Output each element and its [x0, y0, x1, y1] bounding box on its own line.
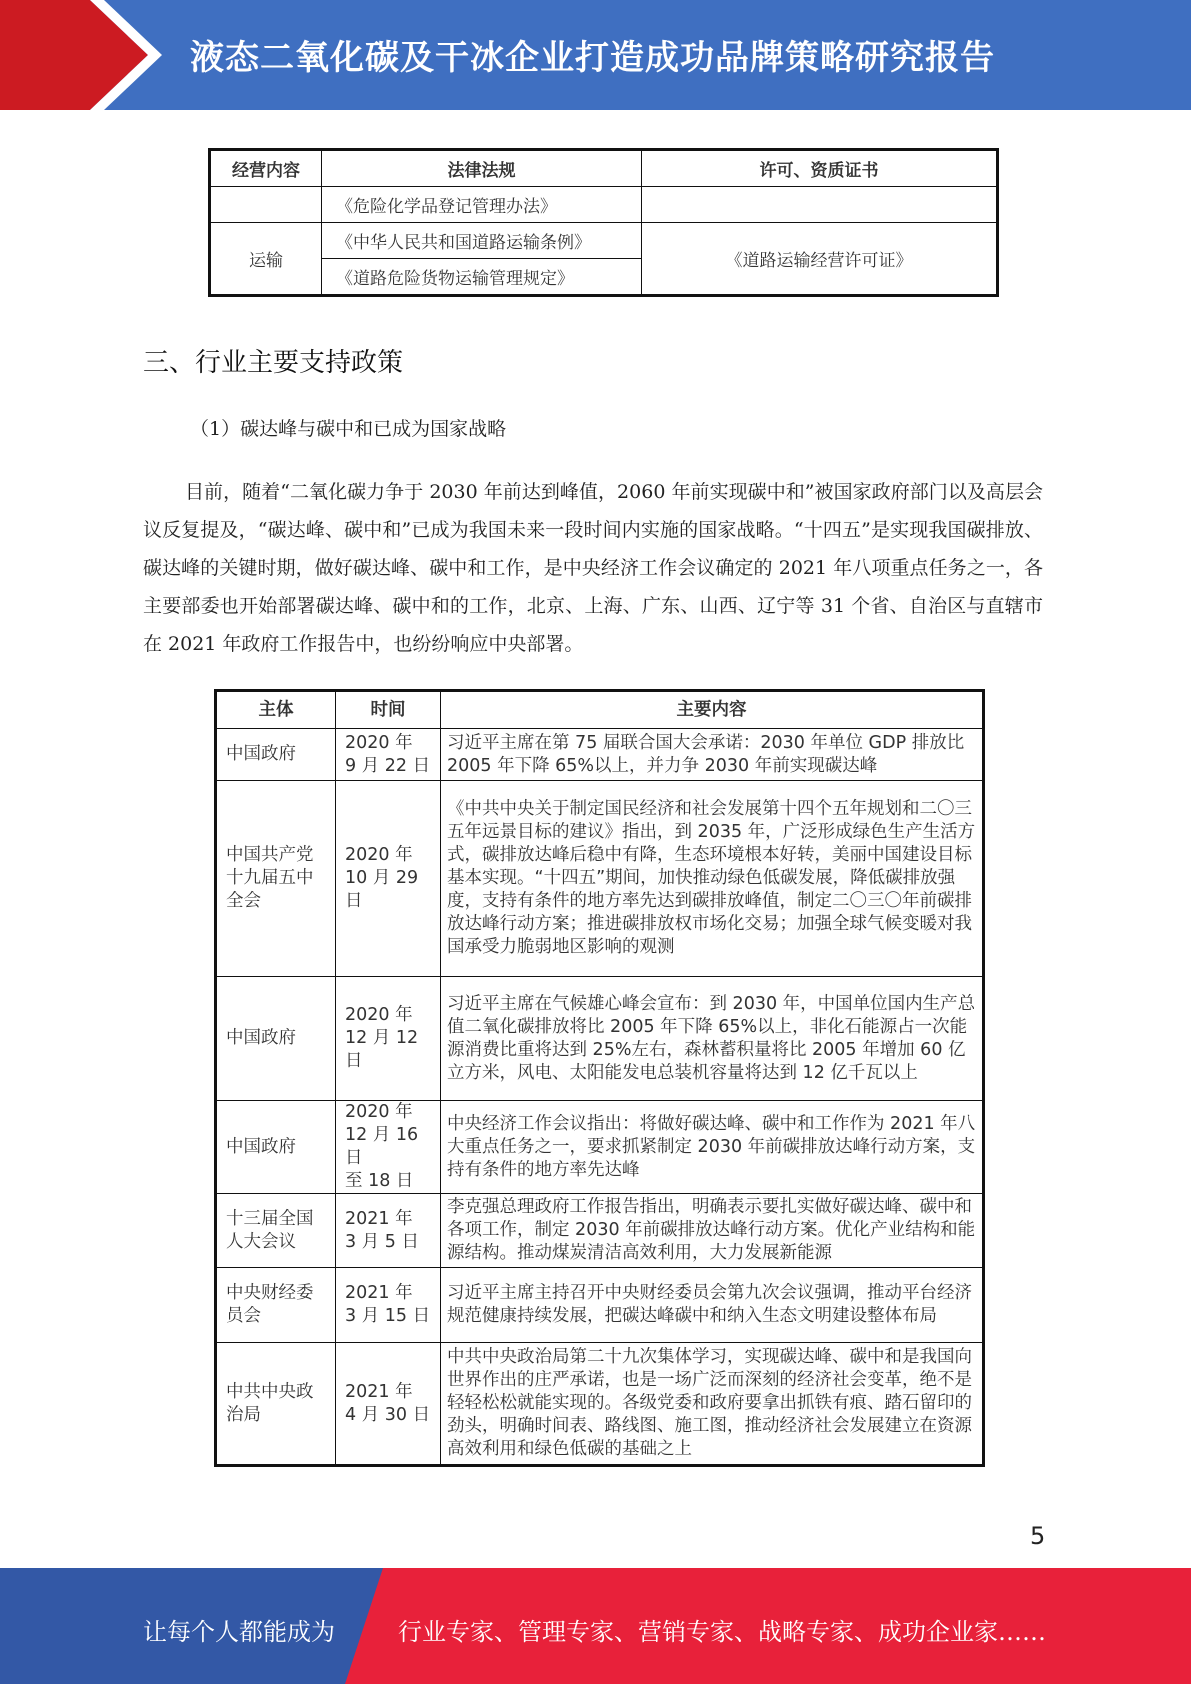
- content-cell: 李克强总理政府工作报告指出，明确表示要扎实做好碳达峰、碳中和各项工作，制定 2030 年前碳排放达峰行动方案。优化产业结构和能源结构。推动煤炭清洁高效利用，大力发展新能源: [441, 1194, 984, 1268]
- time-cell: 2020 年 9 月 22 日: [336, 729, 441, 781]
- table-header-row: [216, 691, 984, 729]
- time-cell: 2020 年 12 月 12 日: [336, 977, 441, 1101]
- subject-cell: 中国政府: [216, 1101, 336, 1194]
- table-row: [210, 187, 998, 223]
- time-cell: 2021 年 3 月 5 日: [336, 1194, 441, 1268]
- report-title: 液态二氧化碳及干冰企业打造成功品牌策略研究报告: [190, 38, 995, 78]
- header-banner: [0, 0, 1191, 110]
- table-row: [216, 1101, 984, 1194]
- table-row: [216, 729, 984, 781]
- column-header: 法律法规: [322, 150, 642, 187]
- table-row: [216, 977, 984, 1101]
- subject-cell: 中国政府: [216, 977, 336, 1101]
- time-cell: 2021 年 4 月 30 日: [336, 1343, 441, 1466]
- table-cell: 《道路运输经营许可证》: [642, 223, 998, 296]
- footer-banner: [0, 1568, 1191, 1684]
- table-cell: [642, 187, 998, 223]
- content-cell: 中央经济工作会议指出：将做好碳达峰、碳中和工作作为 2021 年八大重点任务之一，要求抓紧制定 2030 年前碳排放达峰行动方案，支持有条件的地方率先达峰: [441, 1101, 984, 1194]
- sub-heading: （1）碳达峰与碳中和已成为国家战略: [190, 418, 507, 440]
- content-cell: 习近平主席在第 75 届联合国大会承诺：2030 年单位 GDP 排放比 2005 年下降 65%以上，并力争 2030 年前实现碳达峰: [441, 729, 984, 781]
- column-header: 许可、资质证书: [642, 150, 998, 187]
- column-header: 时间: [336, 691, 441, 729]
- section-heading: 三、行业主要支持政策: [143, 348, 404, 378]
- footer-slogan-right: 行业专家、管理专家、营销专家、战略专家、成功企业家……: [398, 1618, 1046, 1646]
- license-table: [208, 148, 999, 297]
- time-cell: 2021 年 3 月 15 日: [336, 1268, 441, 1343]
- time-cell: 2020 年 12 月 16 日 至 18 日: [336, 1101, 441, 1194]
- subject-cell: 中国共产党十九届五中全会: [216, 781, 336, 977]
- policy-table: [214, 689, 985, 1467]
- column-header: 主体: [216, 691, 336, 729]
- table-cell: 运输: [210, 223, 322, 296]
- table-row: [216, 1343, 984, 1466]
- content-cell: 中共中央政治局第二十九次集体学习，实现碳达峰、碳中和是我国向世界作出的庄严承诺，也是一场广泛而深刻的经济社会变革，绝不是轻轻松松就能实现的。各级党委和政府要拿出抓铁有痕、踏石留印的劲头，明确时间表、路线图、施工图，推动经济社会发展建立在资源高效利用和绿色低碳的基础之上: [441, 1343, 984, 1466]
- subject-cell: 十三届全国人大会议: [216, 1194, 336, 1268]
- table-cell: 《道路危险货物运输管理规定》: [322, 259, 642, 296]
- body-paragraph: 目前，随着“二氧化碳力争于 2030 年前达到峰值，2060 年前实现碳中和”被国家政府部门以及高层会议反复提及，“碳达峰、碳中和”已成为我国未来一段时间内实施的国家战略。“十四五”是实现我国碳排放、碳达峰的关键时期，做好碳达峰、碳中和工作，是中央经济工作会议确定的 2021 年八项重点任务之一，各主要部委也开始部署碳达峰、碳中和的工作，北京、上海、广东、山西、辽宁等 31 个省、自治区与直辖市在 2021 年政府工作报告中，也纷纷响应中央部署。: [143, 481, 1043, 655]
- subject-cell: 中共中央政治局: [216, 1343, 336, 1466]
- footer-slogan-left: 让每个人都能成为: [143, 1618, 335, 1646]
- subject-cell: 中国政府: [216, 729, 336, 781]
- table-row: [216, 781, 984, 977]
- content-cell: 《中共中央关于制定国民经济和社会发展第十四个五年规划和二〇三五年远景目标的建议》指出，到 2035 年，广泛形成绿色生产生活方式，碳排放达峰后稳中有降，生态环境根本好转，美丽中国建设目标基本实现。“十四五”期间，加快推动绿色低碳发展，降低碳排放强度，支持有条件的地方率先达到碳排放峰值，制定二〇三〇年前碳排放达峰行动方案；推进碳排放权市场化交易；加强全球气候变暖对我国承受力脆弱地区影响的观测: [441, 781, 984, 977]
- table-header-row: [210, 150, 998, 187]
- table-row: [210, 223, 998, 259]
- table-cell: 《危险化学品登记管理办法》: [322, 187, 642, 223]
- content-cell: 习近平主席在气候雄心峰会宣布：到 2030 年，中国单位国内生产总值二氧化碳排放将比 2005 年下降 65%以上，非化石能源占一次能源消费比重将达到 25%左右，森林蓄积量将比 2005 年增加 60 亿立方米，风电、太阳能发电总装机容量将达到 12 亿千瓦以上: [441, 977, 984, 1101]
- page-number: 5: [1030, 1522, 1046, 1550]
- content-cell: 习近平主席主持召开中央财经委员会第九次会议强调，推动平台经济规范健康持续发展，把碳达峰碳中和纳入生态文明建设整体布局: [441, 1268, 984, 1343]
- subject-cell: 中央财经委员会: [216, 1268, 336, 1343]
- time-cell: 2020 年 10 月 29 日: [336, 781, 441, 977]
- table-row: [216, 1268, 984, 1343]
- table-cell: [210, 187, 322, 223]
- table-cell: 《中华人民共和国道路运输条例》: [322, 223, 642, 259]
- table-row: [216, 1194, 984, 1268]
- column-header: 经营内容: [210, 150, 322, 187]
- column-header: 主要内容: [441, 691, 984, 729]
